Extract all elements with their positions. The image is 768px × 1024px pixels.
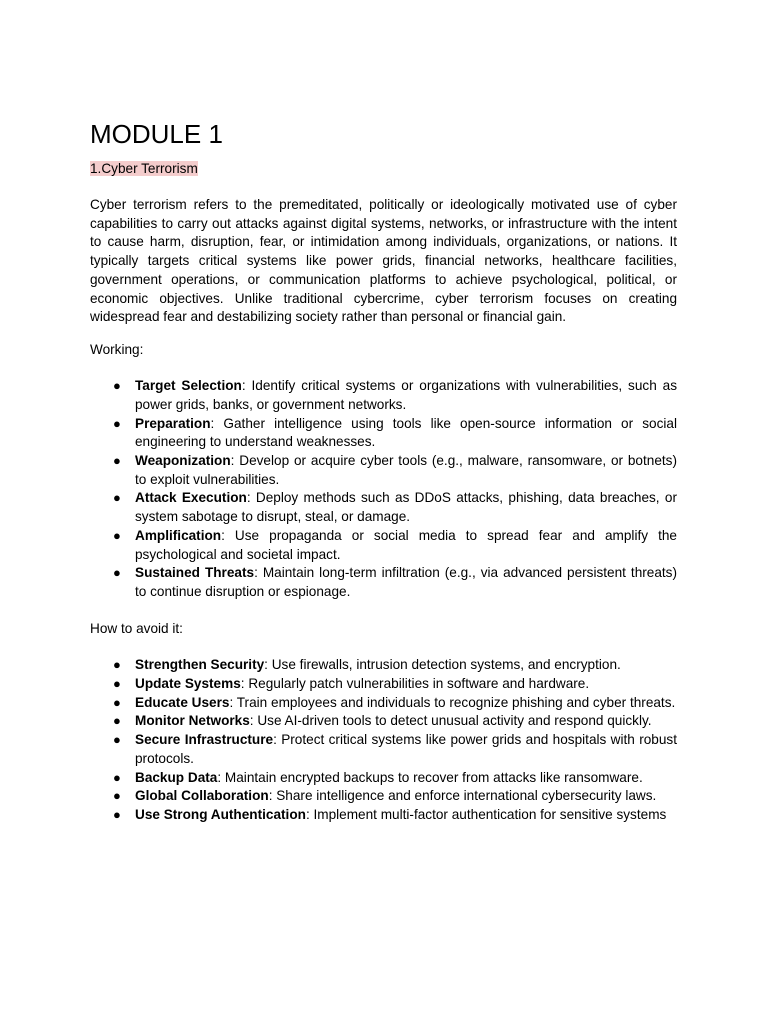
list-item-text: : Use firewalls, intrusion detection systems, and encryption.	[264, 657, 621, 673]
bullet-icon: ●	[113, 565, 121, 581]
bullet-icon: ●	[113, 806, 121, 822]
list-item	[90, 769, 677, 788]
list-item-text: : Train employees and individuals to recognize phishing and cyber threats.	[229, 694, 676, 710]
working-label: Working:	[90, 341, 144, 357]
list-item	[90, 806, 677, 825]
list-item-term: Preparation	[135, 415, 211, 431]
list-item-term: Backup Data	[135, 769, 218, 785]
list-item-term: Strengthen Security	[135, 657, 265, 673]
working-list	[90, 377, 677, 601]
list-item	[90, 564, 677, 601]
bullet-icon: ●	[113, 527, 121, 543]
document-page	[90, 118, 677, 825]
list-item-text: : Identify critical systems or organizations with vulnerabilities, such as power grids, banks, or government networks.	[135, 378, 677, 412]
section-heading-highlight: 1.Cyber Terrorism	[90, 161, 198, 176]
list-item	[90, 452, 677, 489]
avoid-label: How to avoid it:	[90, 620, 183, 636]
list-item-term: Attack Execution	[135, 490, 247, 506]
bullet-icon: ●	[113, 713, 121, 729]
section-heading	[90, 160, 677, 178]
list-item-text: : Use propaganda or social media to spread fear and amplify the psychological and societal impact.	[135, 527, 677, 562]
list-item-text: : Share intelligence and enforce international cybersecurity laws.	[268, 788, 657, 804]
list-item	[90, 712, 677, 731]
bullet-icon: ●	[113, 732, 121, 748]
list-item	[90, 787, 677, 806]
list-item	[90, 527, 677, 564]
list-item	[90, 694, 677, 713]
bullet-icon: ●	[113, 769, 121, 785]
list-item-text: : Maintain encrypted backups to recover from attacks like ransomware.	[217, 769, 643, 785]
list-item-term: Global Collaboration	[135, 788, 269, 804]
list-item-text: : Regularly patch vulnerabilities in software and hardware.	[240, 676, 590, 692]
list-item-term: Educate Users	[135, 694, 230, 710]
page-title: MODULE 1	[90, 119, 223, 149]
list-item-term: Secure Infrastructure	[135, 732, 274, 748]
list-item-text: : Maintain long-term infiltration (e.g., via advanced persistent threats) to continue disruption or espionage.	[135, 565, 678, 599]
bullet-icon: ●	[113, 415, 121, 431]
list-item-text: : Implement multi-factor authentication for sensitive systems	[305, 806, 667, 822]
list-item-text: : Gather intelligence using tools like open-source information or social engineering to understand weaknesses.	[135, 415, 677, 450]
list-item-term: Amplification	[135, 527, 222, 543]
bullet-icon: ●	[113, 378, 121, 394]
bullet-icon: ●	[113, 490, 121, 506]
list-item	[90, 656, 677, 675]
list-item	[90, 415, 677, 452]
list-item-text: : Protect critical systems like power grids and hospitals with robust protocols.	[135, 732, 677, 766]
list-item-term: Monitor Networks	[135, 713, 250, 729]
list-item-term: Update Systems	[135, 676, 241, 692]
bullet-icon: ●	[113, 676, 121, 692]
intro-paragraph: Cyber terrorism refers to the premeditated, politically or ideologically motivated use of cyber capabilities to carry out attacks against digital systems, networks, or infrastructure with the intent to cause harm, disruption, fear, or intimidation among individuals, organizations, or nations. It typically targets critical systems like power grids, financial networks, healthcare facilities, government operations, or communication platforms to achieve psychological, political, or economic objectives. Unlike traditional cybercrime, cyber terrorism focuses on creating widespread fear and destabilizing society rather than personal or financial gain.	[90, 197, 677, 325]
bullet-icon: ●	[113, 453, 121, 469]
avoid-list	[90, 656, 677, 824]
list-item-text: : Develop or acquire cyber tools (e.g., malware, ransomware, or botnets) to exploit vulnerabilities.	[135, 453, 677, 487]
bullet-icon: ●	[113, 788, 121, 804]
list-item-term: Target Selection	[135, 378, 242, 394]
bullet-icon: ●	[113, 657, 121, 673]
list-item-text: : Use AI-driven tools to detect unusual activity and respond quickly.	[249, 713, 652, 729]
list-item-term: Weaponization	[135, 453, 231, 469]
list-item	[90, 675, 677, 694]
list-item-term: Sustained Threats	[135, 565, 255, 581]
list-item-term: Use Strong Authentication	[135, 806, 306, 822]
list-item	[90, 489, 677, 526]
list-item	[90, 377, 677, 414]
bullet-icon: ●	[113, 694, 121, 710]
list-item-text: : Deploy methods such as DDoS attacks, phishing, data breaches, or system sabotage to disrupt, steal, or damage.	[135, 490, 677, 525]
list-item	[90, 731, 677, 768]
